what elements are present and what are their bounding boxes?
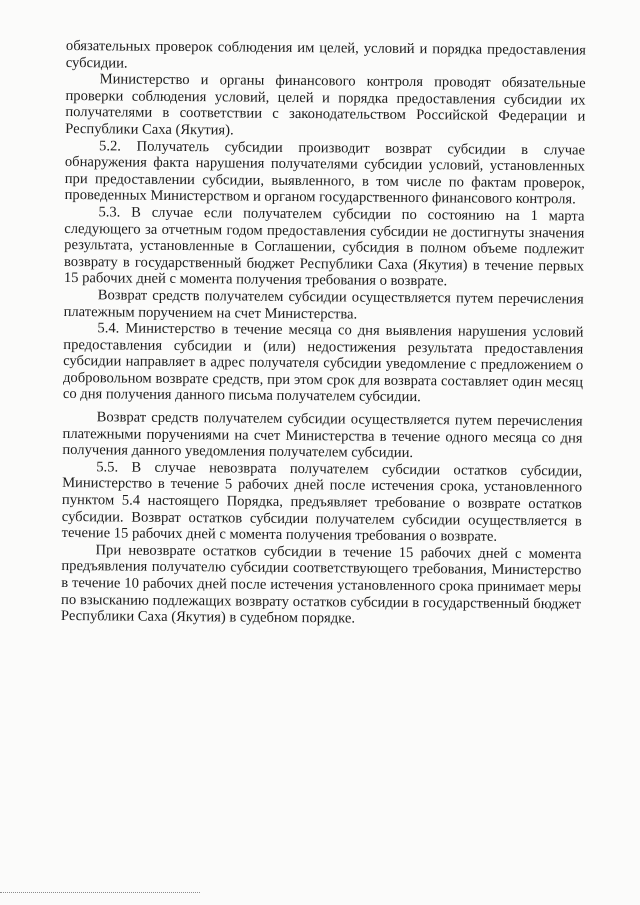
paragraph-inspections: Министерство и органы финансового контроля проводят обязательные проверки соблюдения условий, целей и порядка предоставления субсидии их получателями в соответствии с законодательством Российской Федерации и Республики Саха (Якутия). <box>65 71 586 139</box>
paragraph-5-4-return: Возврат средств получателем субсидии осуществляется путем перечисления платежными поручениями на счет Министерства в течение одного месяца со дня получения данного уведомления получателем субсидии. <box>62 409 583 462</box>
paragraph-5-5: 5.5. В случае невозврата получателем субсидии остатков субсидии, Министерство в течение 5 рабочих дней после истечения срока, установленного пунктом 5.4 настоящего Порядка, предъявляет требование о возврате остатков субсидии. Возврат остатков субсидии получателем субсидии осуществляется в течение 15 рабочих дней с момента получения требования о возврате. <box>61 459 583 545</box>
paragraph-non-return: При невозврате остатков субсидии в течение 15 рабочих дней с момента предъявления получателю субсидии соответствующего требования, Министерство в течение 10 рабочих дней после истечения установленного срока принимает меры по взысканию подлежащих возврату остатков субсидии в государственный бюджет Республики Саха (Якутия) в судебном порядке. <box>60 542 582 627</box>
scan-edge-line <box>0 892 200 893</box>
paragraph-5-4: 5.4. Министерство в течение месяца со дня выявления нарушения условий предоставления субсидии и (или) недостижения результата предоставления субсидии направляет в адрес получателя субсидии уведомление с предложением о добровольном возврате средств, при этом срок для возврата составляет один месяц со дня получения данного письма получателем субсидии. <box>62 320 584 406</box>
paragraph-5-2: 5.2. Получатель субсидии производит возврат субсидии в случае обнаружения факта нарушения получателями субсидии условий, установленных при предоставлении субсидии, выявленного, в том числе по фактам проверок, проведенных Министерством и органом государственного финансового контроля. <box>64 137 586 208</box>
paragraph-continuation: обязательных проверок соблюдения им целей, условий и порядка предоставления субсидии. <box>65 38 586 72</box>
document-body <box>61 38 586 629</box>
paragraph-5-3-return: Возврат средств получателем субсидии осуществляется путем перечисления платежным поручением на счет Министерства. <box>63 287 584 323</box>
paragraph-5-3: 5.3. В случае если получателем субсидии по состоянию на 1 марта следующего за отчетным годом предоставления субсидии не достигнуты значения результата, установленные в Соглашении, субсидия в полном объеме подлежит возврату в государственный бюджет Республики Саха (Якутия) в течение первых 15 рабочих дней с момента получения требования о возврате. <box>63 204 585 290</box>
